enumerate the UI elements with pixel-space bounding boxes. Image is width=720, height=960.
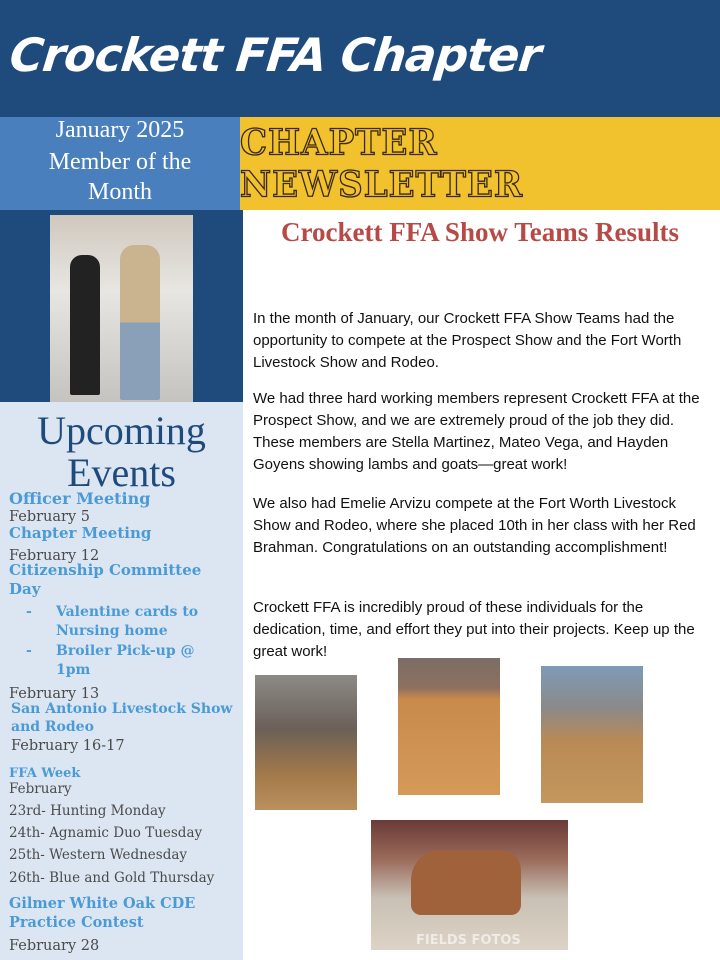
goat-show-photo xyxy=(398,658,500,795)
bullet-dash: - xyxy=(26,604,32,620)
bullet-dash: - xyxy=(26,643,32,659)
newsletter-banner xyxy=(240,117,720,210)
event-bullet: Valentine cards to Nursing home xyxy=(56,604,199,639)
event-date: February 12 xyxy=(9,548,100,564)
newsletter-banner-text: CHAPTER NEWSLETTER xyxy=(240,121,524,206)
ffa-week-day: 24th- Agnamic Duo Tuesday xyxy=(9,825,203,841)
lamb-show-photo xyxy=(255,675,357,810)
event-bullet: Broiler Pick-up @ 1pm xyxy=(56,643,195,678)
article-paragraph: We had three hard working members represent Crockett FFA at the Prospect Show, and we are extremely proud of the job they did. These members are Stella Martinez, Mateo Vega, and Hayden Goyens showing lambs and goats—great work! xyxy=(253,390,700,473)
newsletter-date: January 2025 xyxy=(55,117,185,143)
article-paragraph: Crockett FFA is incredibly proud of these individuals for the dedication, time, and effort they put into their projects. Keep up the great work! xyxy=(253,599,695,660)
arena-show-photo xyxy=(541,666,643,803)
event-title: FFA Week xyxy=(9,766,81,781)
event-title: Gilmer White Oak CDE Practice Contest xyxy=(9,895,196,931)
article-headline: Crockett FFA Show Teams Results xyxy=(280,217,679,247)
article-paragraph: In the month of January, our Crockett FFA Show Teams had the opportunity to compete at the Prospect Show and the Fort Worth Livestock Show and Rodeo. xyxy=(253,310,682,371)
event-title: Chapter Meeting xyxy=(9,524,152,542)
brahman-show-photo xyxy=(371,820,568,950)
ffa-week-day: 25th- Western Wednesday xyxy=(9,847,188,863)
ffa-week-day: 26th- Blue and Gold Thursday xyxy=(9,870,215,886)
event-date: February 5 xyxy=(9,509,91,525)
page-title: Crockett FFA Chapter xyxy=(7,28,544,82)
event-title: San Antonio Livestock Show and Rodeo xyxy=(11,701,233,735)
ffa-week-day: 23rd- Hunting Monday xyxy=(9,803,166,819)
article-paragraph: We also had Emelie Arvizu compete at the Fort Worth Livestock Show and Rodeo, where she placed 10th in her class with her Red Brahman. Congratulations on an outstanding accomplishment! xyxy=(253,495,696,556)
photo-watermark: FIELDS FOTOS xyxy=(416,933,521,948)
member-of-month-label: Member of the Month xyxy=(48,149,192,205)
event-date: February 16-17 xyxy=(11,738,125,754)
events-heading: Upcoming Events xyxy=(37,408,206,495)
event-date: February 28 xyxy=(9,938,100,954)
member-of-month-box xyxy=(0,117,240,210)
event-date: February 13 xyxy=(9,686,100,702)
event-month: February xyxy=(9,781,72,797)
event-title: Officer Meeting xyxy=(9,489,151,508)
event-title: Citizenship Committee Day xyxy=(9,561,202,598)
member-of-month-photo xyxy=(50,215,193,405)
